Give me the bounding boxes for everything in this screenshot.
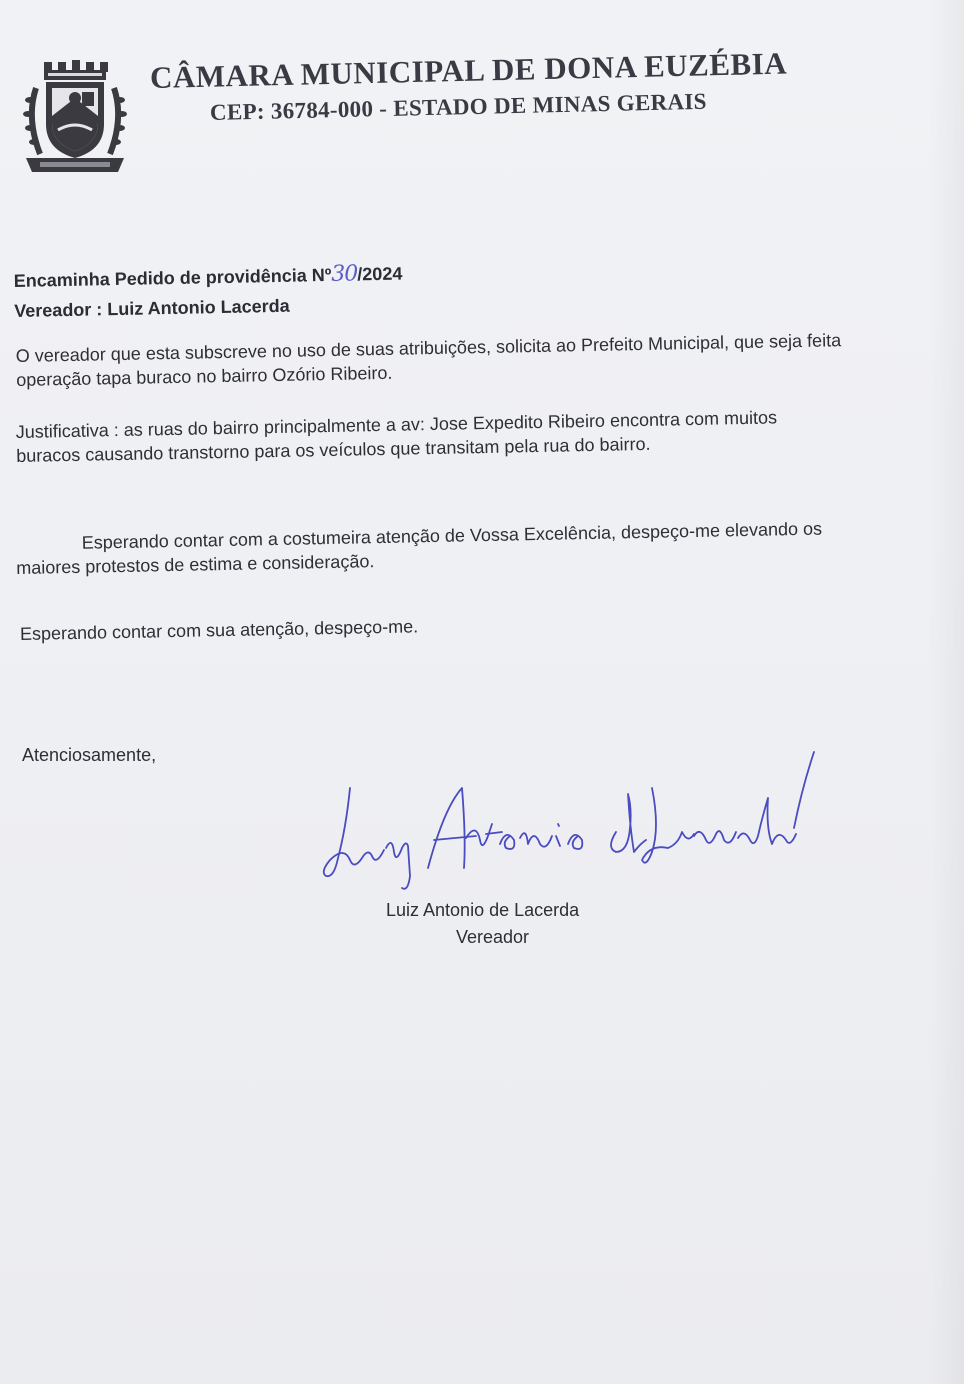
- closing-salutation: Atenciosamente,: [22, 745, 157, 765]
- councilor-line: Vereador : Luiz Antonio Lacerda: [14, 295, 290, 321]
- courtesy-paragraph: Esperando contar com a costumeira atenção de Vossa Excelência, despeço-me elevando os maiores protestos de estima e consideração.: [16, 518, 823, 578]
- signer-block: [386, 897, 579, 951]
- request-reference: [13, 253, 714, 326]
- handwritten-request-number: 30: [331, 261, 358, 287]
- request-prefix: Encaminha Pedido de providência Nº: [13, 264, 332, 292]
- request-paragraph: O vereador que esta subscreve no uso de suas atribuições, solicita ao Prefeito Municipal, que seja feita operação tapa buraco no bairro Ozório Ribeiro.: [15, 330, 842, 390]
- justification-paragraph: Justificativa : as ruas do bairro principalmente a av: Jose Expedito Ribeiro encontra com muitos buracos causando transtorno para os veículos que transitam pela rua do bairro.: [15, 407, 778, 466]
- chamber-subtitle: CEP: 36784-000 - ESTADO DE MINAS GERAIS: [209, 88, 708, 125]
- chamber-title: CÂMARA MUNICIPAL DE DONA EUZÉBIA: [149, 45, 788, 95]
- request-year: /2024: [357, 263, 403, 285]
- signer-role: Vereador: [456, 927, 530, 947]
- page-shadow-edge: [928, 0, 964, 1384]
- farewell-paragraph: Esperando contar com sua atenção, despeço-me.: [19, 616, 419, 644]
- coat-of-arms-icon: [22, 58, 128, 176]
- signer-name: Luiz Antonio de Lacerda: [386, 900, 580, 920]
- handwritten-signature: [316, 748, 816, 898]
